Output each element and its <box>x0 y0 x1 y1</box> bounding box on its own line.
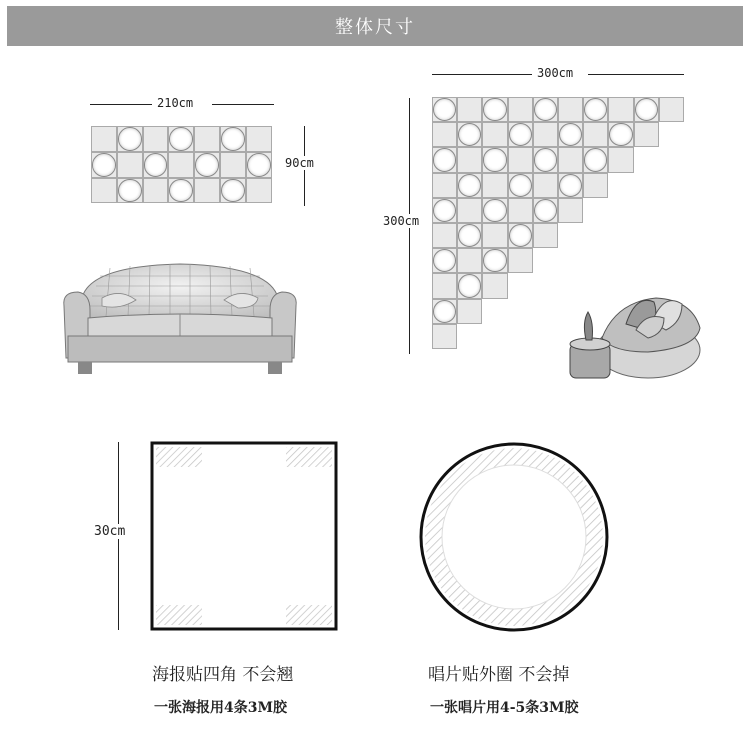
record-tile <box>144 153 168 177</box>
tape-top-left <box>156 447 202 467</box>
record-tile <box>195 153 219 177</box>
square-tile <box>482 273 507 298</box>
square-tile <box>432 173 457 198</box>
tri-width-label: 300cm <box>537 66 574 80</box>
poster-subcaption: 一张海报用4条3M胶 <box>154 700 287 716</box>
record-tile <box>458 274 481 297</box>
record-tile <box>118 179 142 203</box>
record-tile <box>483 98 506 121</box>
rect-height-label: 90cm <box>285 156 314 170</box>
record-tile <box>509 174 532 197</box>
square-tile <box>508 198 533 223</box>
record-caption: 唱片贴外圈 不会掉 <box>428 665 570 685</box>
section-title: 整体尺寸 <box>335 17 415 38</box>
square-tile <box>533 173 558 198</box>
square-tile <box>457 147 482 172</box>
chair-illustration <box>556 282 706 386</box>
square-tile <box>432 273 457 298</box>
record-tile <box>483 148 506 171</box>
record-tile <box>221 179 245 203</box>
square-tile <box>508 97 533 122</box>
width-dimension-line-left <box>90 104 152 105</box>
square-tile <box>457 198 482 223</box>
record-tile <box>433 300 456 323</box>
square-tile <box>608 147 633 172</box>
square-tile <box>246 178 272 204</box>
square-tile <box>457 97 482 122</box>
record-tile <box>584 148 607 171</box>
record-circle-diagram <box>418 441 610 633</box>
square-tile <box>558 97 583 122</box>
square-tile <box>457 248 482 273</box>
record-tile <box>169 127 193 151</box>
tri-width-line-right <box>588 74 684 75</box>
record-subcaption: 一张唱片用4-5条3M胶 <box>430 700 579 716</box>
rect-width-label: 210cm <box>157 96 194 110</box>
square-tile <box>91 178 117 204</box>
record-tile <box>221 127 245 151</box>
record-tile <box>534 98 557 121</box>
square-tile <box>432 122 457 147</box>
poster-square-diagram <box>150 441 338 631</box>
square-tile <box>117 152 143 178</box>
record-tile <box>118 127 142 151</box>
square-tile <box>91 126 117 152</box>
square-tile <box>457 299 482 324</box>
square-tile <box>608 97 633 122</box>
square-tile <box>558 198 583 223</box>
square-tile <box>194 126 220 152</box>
square-tile <box>246 126 272 152</box>
record-tile <box>534 199 557 222</box>
width-dimension-line-right <box>212 104 274 105</box>
tape-top-right <box>286 447 332 467</box>
square-tile <box>194 178 220 204</box>
record-tile <box>458 174 481 197</box>
record-tile <box>509 123 532 146</box>
tape-bottom-left <box>156 605 202 625</box>
square-tile <box>508 147 533 172</box>
poster-size-label: 30cm <box>94 524 126 539</box>
tri-height-label: 300cm <box>383 214 420 228</box>
square-tile <box>168 152 194 178</box>
poster-caption: 海报贴四角 不会翘 <box>152 665 294 685</box>
square-tile <box>432 324 457 349</box>
square-tile <box>634 122 659 147</box>
square-tile <box>220 152 246 178</box>
square-tile <box>533 223 558 248</box>
square-tile <box>508 248 533 273</box>
sofa-illustration <box>60 258 300 380</box>
square-tile <box>533 122 558 147</box>
square-tile <box>558 147 583 172</box>
tape-bottom-right <box>286 605 332 625</box>
square-tile <box>482 223 507 248</box>
square-tile <box>583 122 608 147</box>
square-tile <box>482 122 507 147</box>
square-tile <box>482 173 507 198</box>
record-tile <box>509 224 532 247</box>
record-tile <box>433 199 456 222</box>
tri-width-line-left <box>432 74 532 75</box>
record-tile <box>534 148 557 171</box>
record-tile <box>609 123 632 146</box>
record-tile <box>92 153 116 177</box>
record-tile <box>483 199 506 222</box>
record-tile <box>559 174 582 197</box>
section-header <box>7 6 743 46</box>
square-tile <box>659 97 684 122</box>
square-tile <box>432 223 457 248</box>
square-tile <box>143 126 169 152</box>
record-tile <box>635 98 658 121</box>
record-tile <box>483 249 506 272</box>
square-tile <box>143 178 169 204</box>
square-tile <box>583 173 608 198</box>
record-tile <box>247 153 271 177</box>
record-tile <box>433 148 456 171</box>
